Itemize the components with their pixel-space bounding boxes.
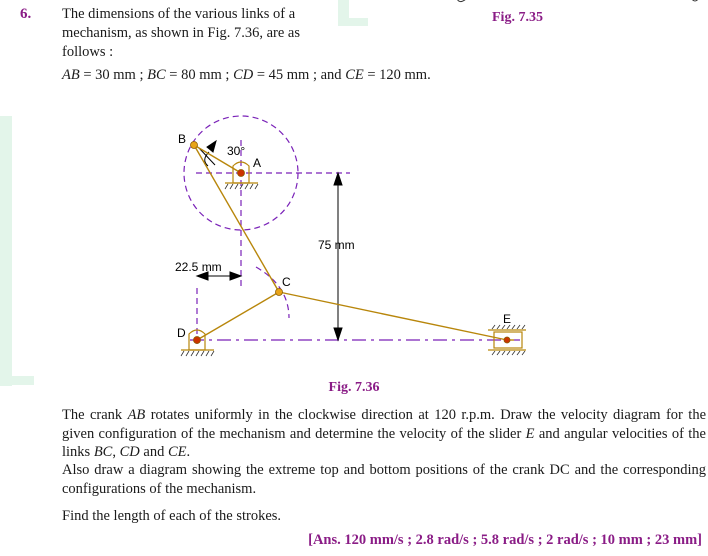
label-angle: 30° — [227, 144, 246, 158]
dim-cd-value: 45 mm — [268, 67, 310, 83]
question-number: 6. — [20, 6, 32, 22]
hatch-d — [181, 351, 214, 356]
answer: [Ans. 120 mm/s ; 2.8 rad/s ; 5.8 rad/s ; 2 rad/s ; 10 mm ; 23 mm] — [308, 532, 702, 548]
dim-ab-link: AB — [62, 67, 80, 83]
fig-7-35-caption: Fig. 7.35 — [492, 10, 543, 25]
hatch-e-bottom — [492, 351, 525, 355]
label-e: E — [503, 312, 512, 326]
dim-arrow-right — [230, 272, 241, 280]
dim-ce-value: 120 mm — [379, 67, 428, 83]
dim-ab-value: 30 mm — [95, 67, 136, 83]
dim-bc-value: 80 mm — [181, 67, 222, 83]
label-a: A — [253, 156, 262, 170]
paragraph-crank: The crank AB rotates uniformly in the clockwise direction at 120 r.p.m. Draw the velocity diagram for the given configuration of the mechanism and determine the velocity of the slider E and angular velocities of the links BC, CD and CE. — [62, 407, 707, 460]
joint-e — [504, 337, 510, 343]
joint-d — [194, 337, 201, 344]
dim-arrow-bottom — [334, 328, 342, 340]
joint-b — [191, 142, 198, 149]
label-d: D — [177, 326, 186, 340]
dim-bc-link: BC — [147, 67, 166, 83]
joint-a — [238, 170, 245, 177]
link-cd — [197, 292, 279, 340]
label-b: B — [178, 132, 187, 146]
label-75mm: 75 mm — [318, 238, 355, 252]
label-22-5mm: 22.5 mm — [175, 260, 222, 274]
paragraph-extreme-positions: Also draw a diagram showing the extreme top and bottom positions of the crank DC and the corresponding configurations of the mechanism. — [62, 462, 706, 497]
question-text: The dimensions of the various links of a mechanism, as shown in Fig. 7.36, are as follows : — [62, 6, 301, 60]
link-dimensions: AB = 30 mm ; BC = 80 mm ; CD = 45 mm ; and CE = 120 mm. — [62, 67, 431, 83]
fig-7-36-caption: Fig. 7.36 — [328, 380, 380, 395]
dim-arrow-top — [334, 173, 342, 185]
joint-c — [276, 289, 283, 296]
label-c: C — [282, 275, 291, 289]
link-ce — [279, 292, 507, 340]
dim-cd-link: CD — [233, 67, 254, 83]
rotation-arrow-head — [207, 141, 216, 152]
paragraph-strokes: Find the length of each of the strokes. — [62, 508, 282, 524]
dim-ce-link: CE — [345, 67, 364, 83]
